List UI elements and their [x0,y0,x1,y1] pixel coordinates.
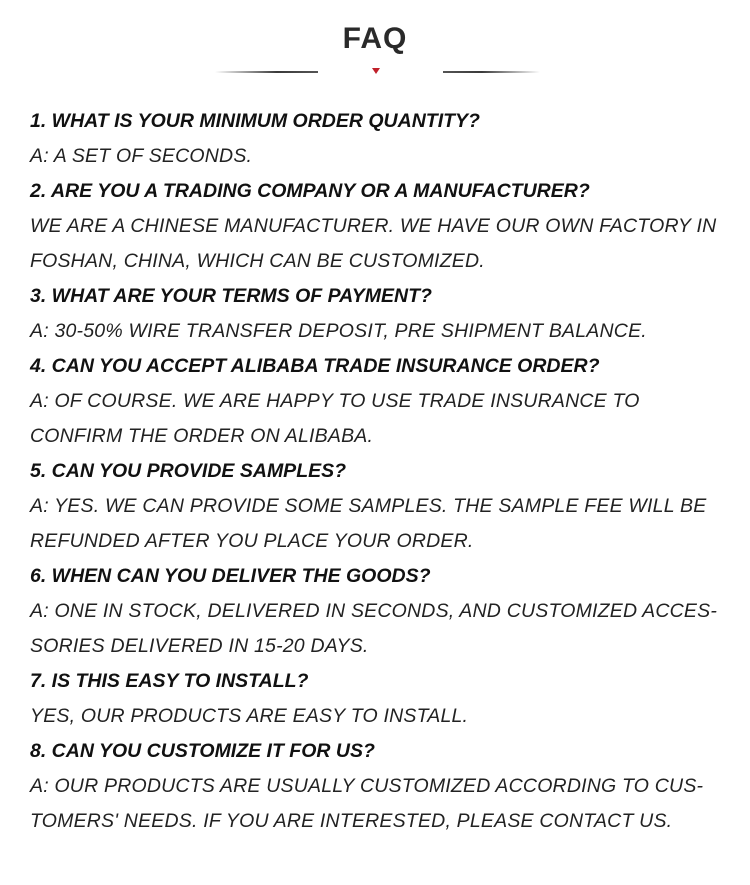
faq-item [30,559,745,664]
faq-answer-line: WE ARE A CHINESE MANUFACTURER. WE HAVE OUR OWN FACTORY IN [30,215,717,237]
divider-left [215,71,318,73]
faq-answer-line: A: ONE IN STOCK, DELIVERED IN SECONDS, AND CUSTOMIZED ACCES- [30,600,718,622]
faq-item [30,279,745,349]
faq-item [30,104,745,174]
faq-question: 2. ARE YOU A TRADING COMPANY OR A MANUFACTURER? [30,180,590,202]
faq-answer-line: YES, OUR PRODUCTS ARE EASY TO INSTALL. [30,705,469,727]
faq-header [0,0,750,95]
faq-answer-line: SORIES DELIVERED IN 15-20 DAYS. [30,635,369,657]
faq-item [30,454,745,559]
faq-answer-line: CONFIRM THE ORDER ON ALIBABA. [30,425,374,447]
faq-answer-line: REFUNDED AFTER YOU PLACE YOUR ORDER. [30,530,474,552]
faq-question: 5. CAN YOU PROVIDE SAMPLES? [30,460,347,482]
faq-list [30,104,745,839]
divider-right [443,71,540,73]
faq-question: 4. CAN YOU ACCEPT ALIBABA TRADE INSURANCE ORDER? [30,355,600,377]
faq-question: 1. WHAT IS YOUR MINIMUM ORDER QUANTITY? [30,110,480,132]
faq-answer-line: TOMERS' NEEDS. IF YOU ARE INTERESTED, PLEASE CONTACT US. [30,810,673,832]
faq-answer-line: FOSHAN, CHINA, WHICH CAN BE CUSTOMIZED. [30,250,485,272]
faq-question: 8. CAN YOU CUSTOMIZE IT FOR US? [30,740,375,762]
faq-answer-line: A: A SET OF SECONDS. [30,145,253,167]
faq-question: 7. IS THIS EASY TO INSTALL? [30,670,309,692]
triangle-marker-icon [372,68,380,74]
faq-answer-line: A: OUR PRODUCTS ARE USUALLY CUSTOMIZED ACCORDING TO CUS- [30,775,704,797]
faq-question: 6. WHEN CAN YOU DELIVER THE GOODS? [30,565,431,587]
faq-item [30,174,745,279]
faq-item [30,664,745,734]
faq-answer-line: A: OF COURSE. WE ARE HAPPY TO USE TRADE INSURANCE TO [30,390,640,412]
faq-item [30,349,745,454]
faq-answer-line: A: YES. WE CAN PROVIDE SOME SAMPLES. THE SAMPLE FEE WILL BE [30,495,707,517]
faq-question: 3. WHAT ARE YOUR TERMS OF PAYMENT? [30,285,432,307]
faq-item [30,734,745,839]
faq-answer-line: A: 30-50% WIRE TRANSFER DEPOSIT, PRE SHIPMENT BALANCE. [30,320,647,342]
page-title: FAQ [342,22,408,55]
